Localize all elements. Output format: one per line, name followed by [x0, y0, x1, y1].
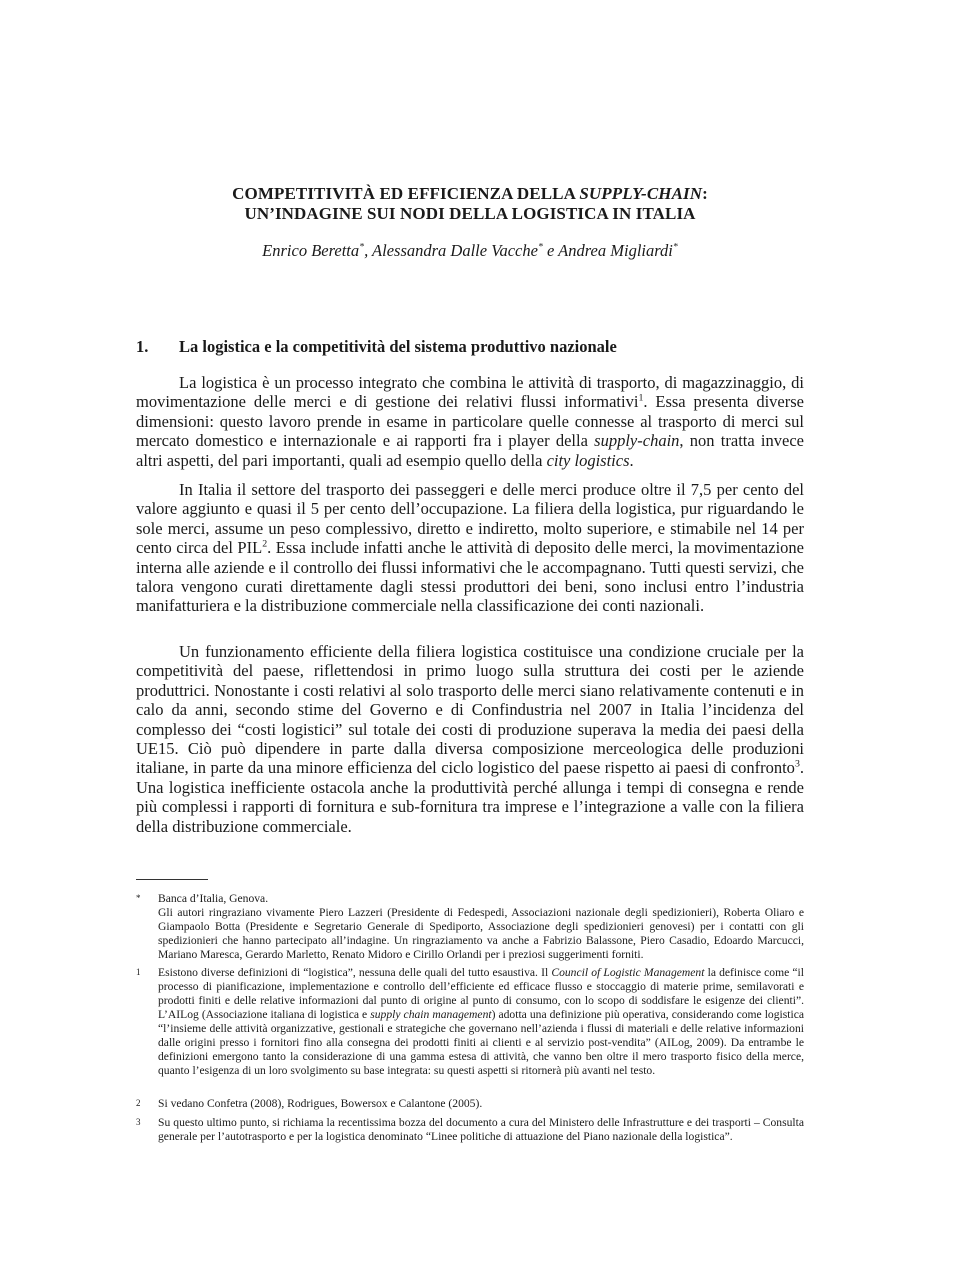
- italic-term: supply chain management: [370, 1008, 492, 1021]
- title-line-2: UN’INDAGINE SUI NODI DELLA LOGISTICA IN ITALIA: [244, 204, 696, 223]
- section-title: La logistica e la competitività del sistema produttivo nazionale: [179, 337, 617, 356]
- paragraph-text: La logistica è un processo integrato che combina le attività di trasporto, di magazzinaggio, di movimentazione delle merci e di gestione dei relativi flussi informativi: [136, 373, 804, 412]
- author-mark: *: [359, 241, 365, 253]
- title-line-1: [136, 184, 804, 204]
- author-separator: e: [542, 241, 559, 260]
- paragraph-text: . Essa include infatti anche le attività di deposito delle merci, la movimentazione interna alle aziende e il controllo dei flussi informativi che le accompagnano. Tutti questi servizi, che talora vengono curati direttamente dagli stessi produttori dei beni, sono inclusi entro l’industria manifatturiera e la distribuzione commerciale nella classificazione dei conti nazionali.: [136, 538, 804, 616]
- paragraph-text: Un funzionamento efficiente della filiera logistica costituisce una condizione cruciale per la competitività del paese, riflettendosi in primo luogo sulla struttura dei costi per le aziende produttrici. Nonostante i costi relativi al solo trasporto delle merci siano relativamente contenuti e in calo da anni, secondo stime del Governo e di Confindustria nel 2007 in Italia l’incidenza del complesso dei “costi logistici” sul totale dei costi di produzione superava la media dei paesi della UE15. Ciò può dipendere in parte dalla diversa composizione merceologica delle produzioni italiane, in parte da una minore efficienza del ciclo logistico del paese rispetto ai paesi di confronto: [136, 642, 804, 778]
- paragraph-text: .: [629, 450, 634, 470]
- footnote-separator: [136, 879, 208, 880]
- paragraph-1: [136, 373, 804, 470]
- footnote-2: [136, 1097, 804, 1111]
- author-beretta: Enrico Beretta: [262, 241, 360, 260]
- paragraph-2: [136, 480, 804, 616]
- footnote-text: Si vedano Confetra (2008), Rodrigues, Bowersox e Calantone (2005).: [158, 1097, 483, 1110]
- author-migliardi: Andrea Migliardi: [558, 241, 673, 260]
- paragraph-text: . Una logistica inefficiente ostacola anche la produttività perché allunga i tempi di consegna e rende più complessi i rapporti di fornitura e sub-fornitura tra imprese e l’integrazione a valle con la filiera della distribuzione commerciale.: [136, 758, 804, 836]
- section-heading: [136, 337, 617, 357]
- footnote-ref-3[interactable]: 3: [794, 758, 800, 770]
- footnote-mark: 1: [136, 967, 141, 977]
- title-text: COMPETITIVITÀ ED EFFICIENZA DELLA: [232, 184, 580, 203]
- italic-term: city logistics: [546, 450, 630, 470]
- section-number: 1.: [136, 337, 149, 356]
- footnote-text: ) adotta una definizione più operativa, considerando come logistica “l’insieme delle attività organizzative, gestionali e strategiche che governano nell’azienda i flussi di materiali e delle relative informazioni dalle origini presso i fornitori fino alla consegna dei prodotti finiti ai clienti e al servizio post-vendita” (AILog, 2009). Da entrambe le definizioni emergono tanto la considerazione di una gamma estesa di attività, che vanno ben oltre il mero trasporto fisico della merce, quanto l’esigenza di un loro svolgimento su base integrata: su questi aspetti si ritornerà più avanti nel testo.: [158, 1008, 804, 1077]
- author-separator: ,: [364, 241, 373, 260]
- paper-title: [136, 184, 804, 224]
- paragraph-text: , non tratta invece altri aspetti, del pari importanti, quali ad esempio quello della: [136, 431, 804, 470]
- footnote-text: Esistono diverse definizioni di “logistica”, nessuna delle quali del tutto esaustiva. Il: [158, 966, 552, 979]
- italic-term: supply-chain: [594, 431, 680, 451]
- footnote-ref-1[interactable]: 1: [638, 392, 644, 404]
- italic-term: Council of Logistic Management: [551, 966, 705, 979]
- paragraph-3: [136, 642, 804, 836]
- title-italic-term: SUPPLY-CHAIN: [579, 184, 703, 203]
- footnote-1: [136, 966, 804, 1078]
- footnote-affiliation: Banca d’Italia, Genova.: [158, 892, 269, 905]
- author-mark: *: [672, 241, 678, 253]
- author-mark: *: [537, 241, 543, 253]
- paragraph-text: . Essa presenta diverse dimensioni: questo lavoro prende in esame in particolare quelle connesse al trasporto di merci sul mercato domestico e internazionale e ai rapporti fra i player della: [136, 392, 804, 451]
- footnote-mark: *: [136, 893, 141, 903]
- footnote-acknowledgements: Gli autori ringraziano vivamente Piero Lazzeri (Presidente di Fedespedi, Associazioni nazionale degli spedizionieri), Roberta Oliaro e Giampaolo Botta (Presidente e Segretario Generale di Spediporto, Associazione degli spedizionieri genovesi) per i contatti con gli spedizionieri che hanno partecipato all’indagine. Un ringraziamento va anche a Fabrizio Balassone, Piero Casadio, Edoardo Marcucci, Mariano Maresca, Gerardo Marletto, Renato Midoro e Cirillo Orlandi per i preziosi suggerimenti forniti.: [158, 906, 804, 961]
- footnote-3: [136, 1116, 804, 1144]
- title-colon: :: [702, 184, 708, 203]
- footnote-text: la definisce come “il processo di pianificazione, implementazione e controllo dell’efficiente ed efficace flusso e stoccaggio di materie prime, semilavorati e prodotti finiti e delle relative informazioni dal punto di origine al punto di consumo, con lo scopo di soddisfare le esigenze dei clienti”. L’AILog (Associazione italiana di logistica e: [158, 966, 804, 1021]
- author-dalle-vacche: Alessandra Dalle Vacche: [372, 241, 538, 260]
- footnote-text: Su questo ultimo punto, si richiama la recentissima bozza del documento a cura del Ministero delle Infrastrutture e dei trasporti – Consulta generale per l’autotrasporto e per la logistica denominato “Linee politiche di attuazione del Piano nazionale della logistica”.: [158, 1116, 804, 1143]
- footnote-mark: 2: [136, 1098, 141, 1108]
- footnote-ref-2[interactable]: 2: [262, 538, 268, 550]
- footnote-author: [136, 892, 804, 962]
- author-list: [136, 241, 804, 261]
- paragraph-text: In Italia il settore del trasporto dei passeggeri e delle merci produce oltre il 7,5 per cento del valore aggiunto e quasi il 5 per cento dell’occupazione. La filiera della logistica, pur riguardando le sole merci, assume un peso complessivo, diretto e indiretto, molto superiore, e stimabile nel 14 per cento circa del PIL: [136, 480, 804, 558]
- footnote-mark: 3: [136, 1117, 141, 1127]
